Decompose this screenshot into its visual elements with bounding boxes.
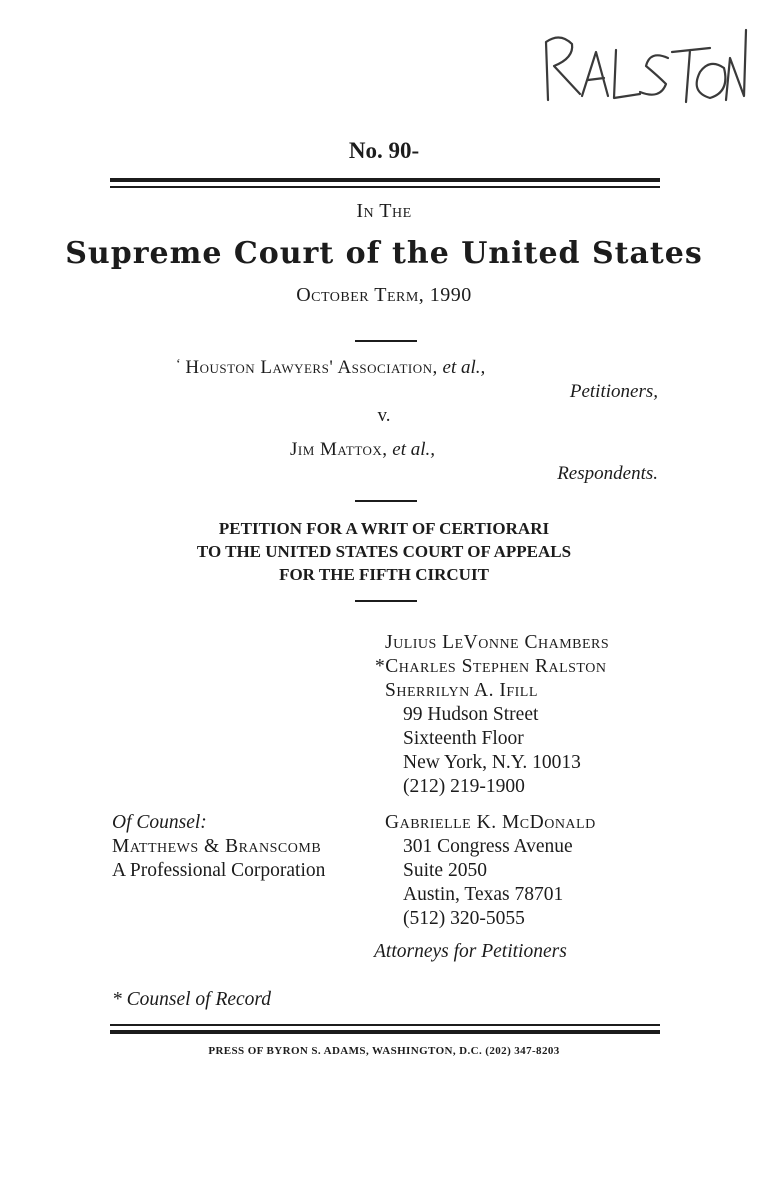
counsel-of-record-note: * Counsel of Record [112, 989, 272, 1010]
of-counsel-block [112, 811, 325, 883]
footer-divider-thin [110, 1024, 660, 1026]
header-divider-thin [110, 186, 660, 188]
in-the-heading: In The [356, 200, 412, 222]
firm-name: Matthews & Branscomb [112, 836, 322, 857]
petitioner-name: Houston Lawyers' Association, [185, 357, 438, 378]
section-divider [355, 500, 417, 502]
attorney-block-1 [375, 631, 609, 799]
respondent-name: Jim Mattox, [290, 439, 388, 460]
petition-title-line: PETITION FOR A WRIT OF CERTIORARI [218, 519, 550, 538]
attorney-block-2 [385, 811, 596, 931]
respondent-line [290, 439, 435, 461]
court-term: October Term, 1990 [296, 284, 472, 306]
petition-title-line: TO THE UNITED STATES COURT OF APPEALS [196, 542, 572, 561]
petition-title-line: FOR THE FIFTH CIRCUIT [279, 565, 489, 584]
firm-type: A Professional Corporation [112, 860, 326, 881]
address-line: Sixteenth Floor [403, 728, 524, 749]
respondent-etal: et al., [392, 439, 436, 460]
petitioner-line: ‘ Houston Lawyers' Association, et al., [176, 357, 486, 378]
of-counsel-label: Of Counsel: [112, 812, 207, 833]
attorney-name: Julius LeVonne Chambers [385, 632, 610, 653]
printer-line: PRESS OF BYRON S. ADAMS, WASHINGTON, D.C. (202) 347-8203 [208, 1045, 560, 1057]
section-divider [355, 600, 417, 602]
section-divider [355, 340, 417, 342]
address-line: 301 Congress Avenue [403, 836, 573, 857]
address-line: Suite 2050 [403, 860, 487, 881]
attorneys-for: Attorneys for Petitioners [374, 941, 567, 962]
phone-line: (512) 320-5055 [403, 908, 525, 929]
address-line: New York, N.Y. 10013 [403, 752, 581, 773]
address-line: Austin, Texas 78701 [403, 884, 564, 905]
header-divider-thick [110, 178, 660, 182]
phone-line: (212) 219-1900 [403, 776, 525, 797]
respondent-role: Respondents. [557, 463, 658, 484]
versus: v. [377, 405, 391, 426]
court-name: Supreme Court of the United States [65, 236, 703, 271]
attorney-name: *Charles Stephen Ralston [375, 656, 607, 677]
petition-title [0, 517, 768, 586]
attorney-name: Gabrielle K. McDonald [385, 812, 596, 833]
attorney-name: Sherrilyn A. Ifill [385, 680, 538, 701]
address-line: 99 Hudson Street [403, 704, 539, 725]
footer-divider-thick [110, 1030, 660, 1034]
petitioner-role: Petitioners, [569, 381, 658, 402]
handwritten-signature [540, 22, 750, 112]
petitioner-etal: et al., [442, 357, 486, 378]
case-number: No. 90- [348, 138, 420, 163]
